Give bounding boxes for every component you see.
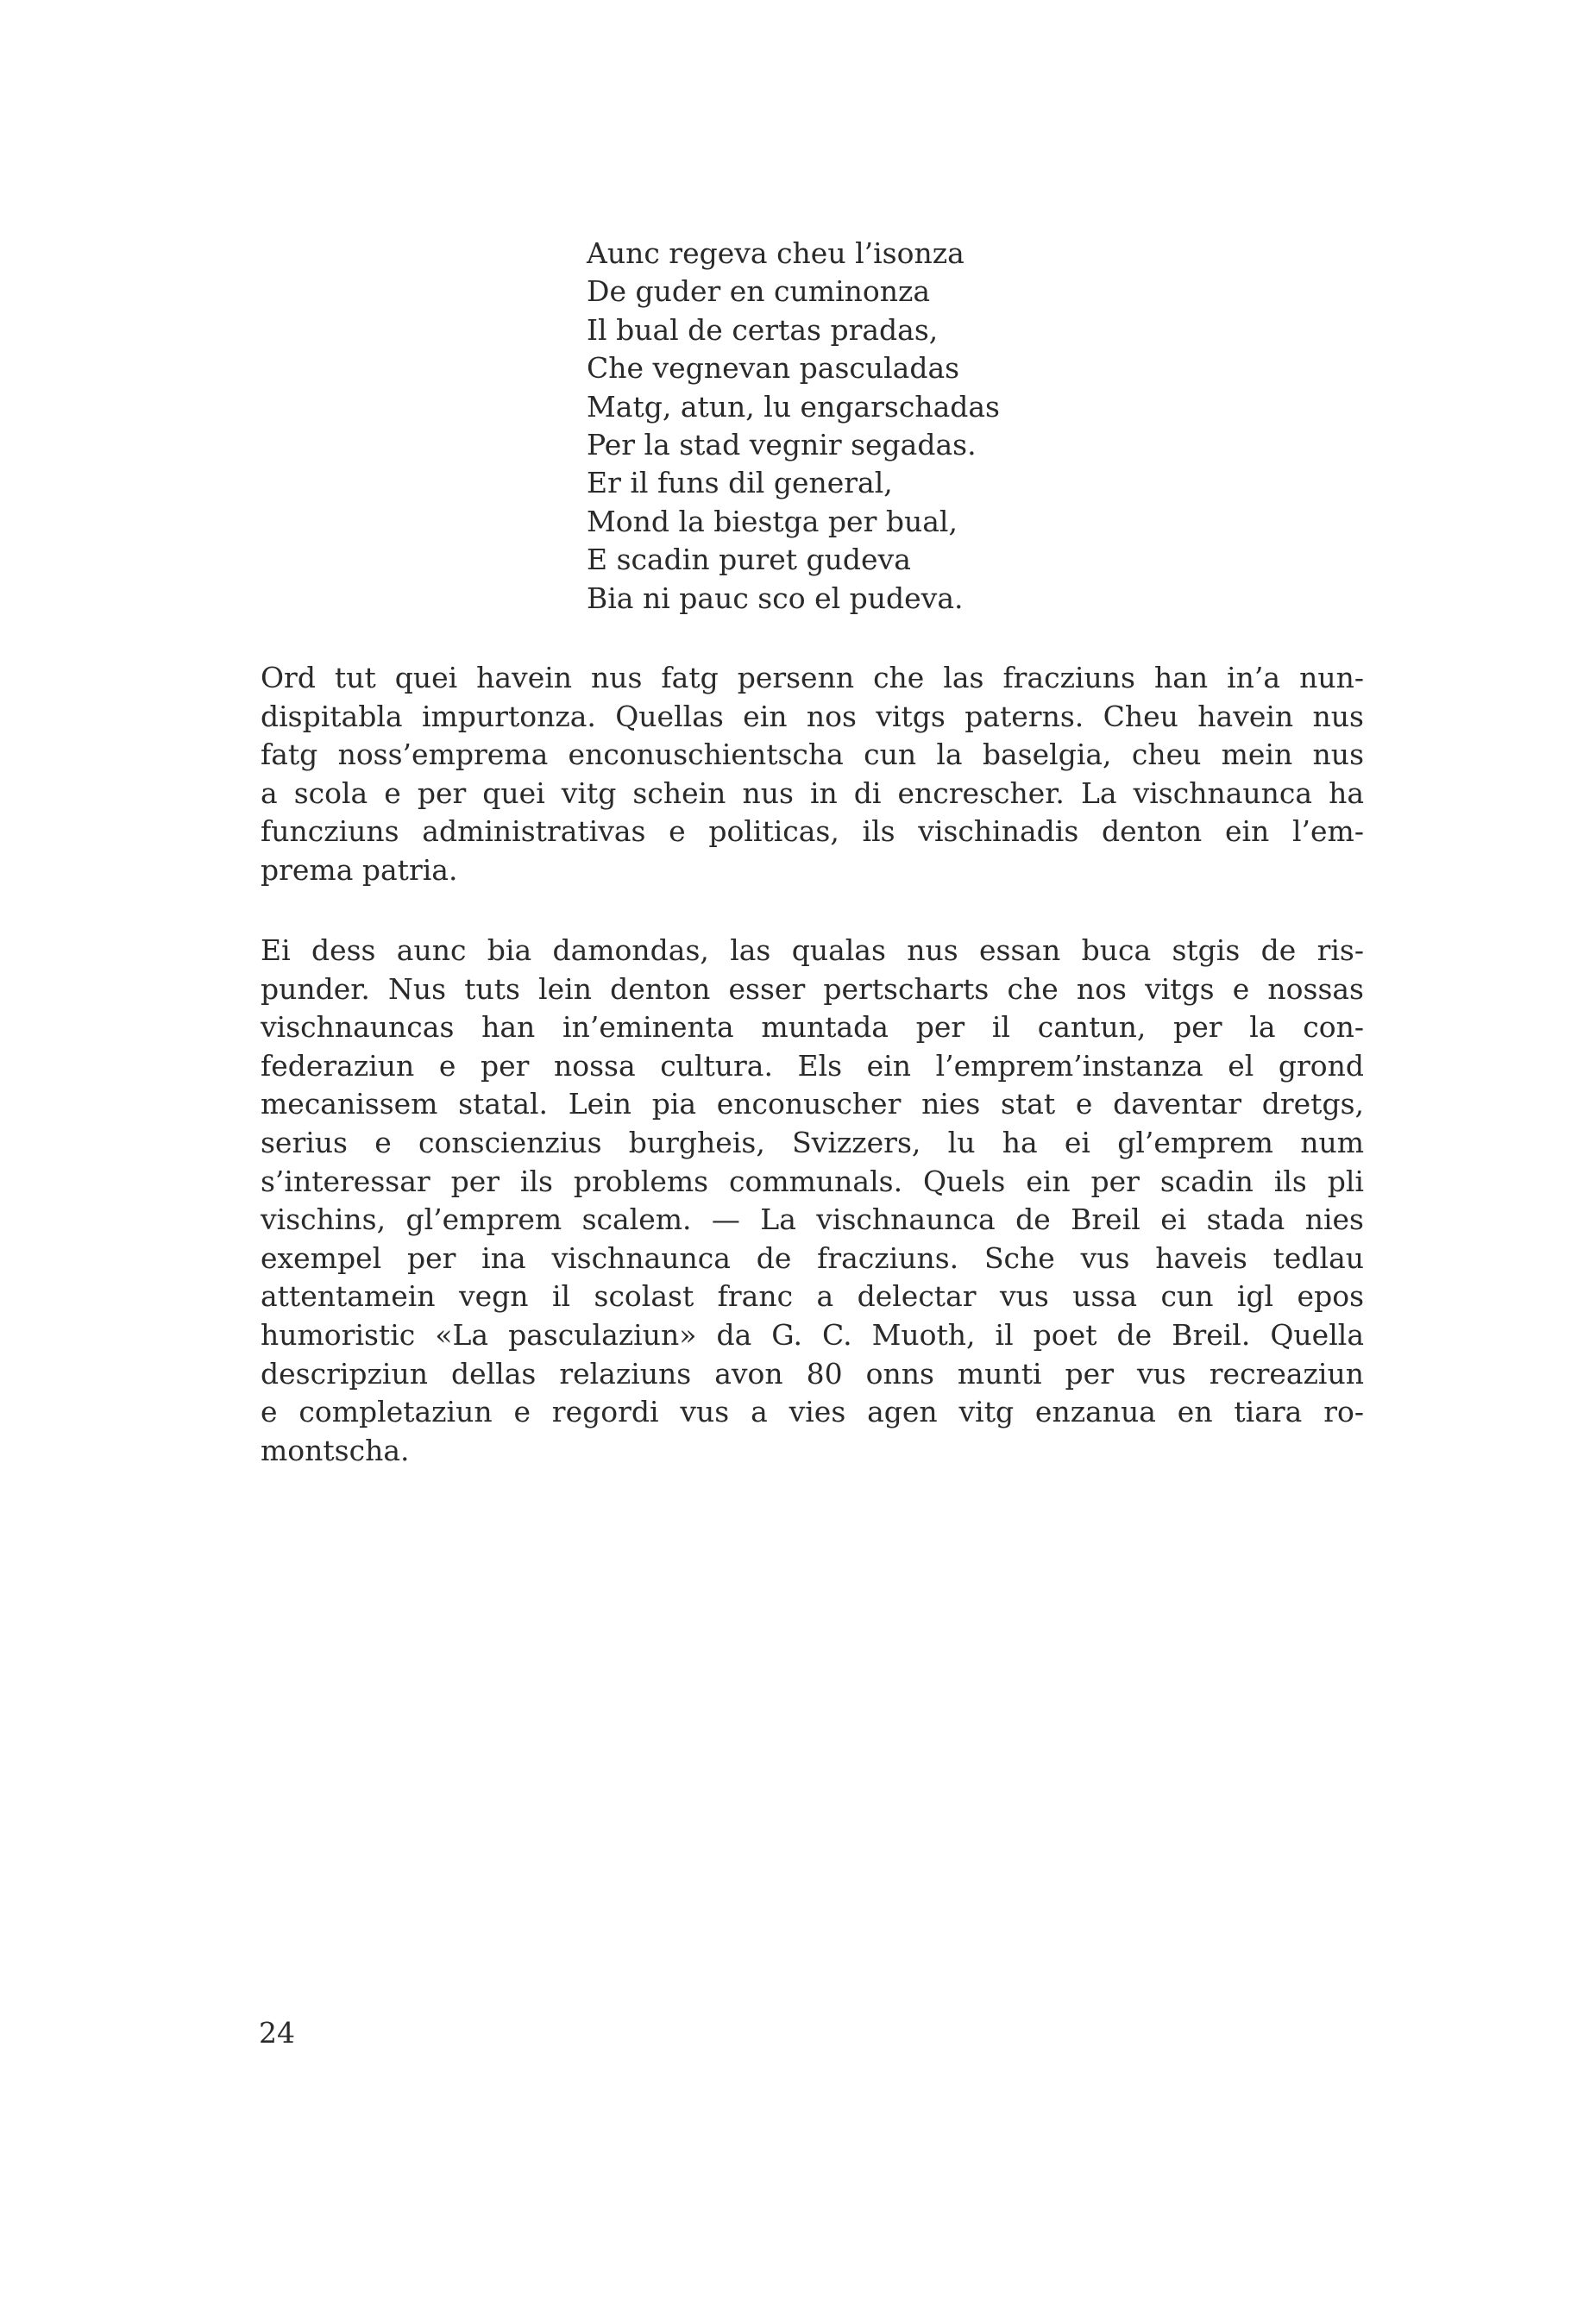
poem-line: Aunc regeva cheu l’isonza xyxy=(587,236,965,270)
paragraph-line: punder. Nus tuts lein denton esser pertscharts che nos vitgs e nossas xyxy=(261,971,1364,1006)
paragraph-line: attentamein vegn il scolast franc a delectar vus ussa cun igl epos xyxy=(261,1279,1364,1314)
paragraph-line: Ord tut quei havein nus fatg persenn che las fracziuns han in’a nun- xyxy=(261,661,1364,694)
paragraph-line: serius e conscienzius burgheis, Svizzers, lu ha ei gl’emprem num xyxy=(261,1125,1364,1159)
paragraph-line: s’interessar per ils problems communals. Quels ein per scadin ils pli xyxy=(261,1164,1364,1198)
paragraph-line: mecanissem statal. Lein pia enconuscher nies stat e daventar dretgs, xyxy=(261,1087,1364,1121)
paragraph-line: federaziun e per nossa cultura. Els ein l’emprem’instanza el grond xyxy=(261,1048,1364,1083)
poem-line: Il bual de certas pradas, xyxy=(587,312,939,347)
paragraph-line: humoristic «La pasculaziun» da G. C. Muoth, il poet de Breil. Quella xyxy=(261,1317,1364,1352)
poem-line: Bia ni pauc sco el pudeva. xyxy=(587,581,964,615)
poem-line: Che vegnevan pasculadas xyxy=(587,351,960,386)
poem-line: E scadin puret gudeva xyxy=(587,543,911,577)
poem-line: Per la stad vegnir segadas. xyxy=(587,428,977,462)
paragraph-line: a scola e per quei vitg schein nus in di encrescher. La vischnaunca ha xyxy=(261,775,1364,810)
poem-line: Er il funs dil general, xyxy=(587,466,893,500)
body-paragraph xyxy=(261,659,1364,890)
paragraph-line: e completaziun e regordi vus a vies agen vitg enzanua en tiara ro- xyxy=(261,1395,1364,1429)
poem-line: Mond la biestga per bual, xyxy=(587,504,958,538)
paragraph-line: funcziuns administrativas e politicas, ils vischinadis denton ein l’em- xyxy=(261,814,1364,849)
poem-stanza xyxy=(587,235,1191,618)
paragraph-line: montscha. xyxy=(261,1433,410,1467)
page-number: 24 xyxy=(259,2016,295,2050)
paragraph-line: descripziun dellas relaziuns avon 80 onns munti per vus recreaziun xyxy=(261,1356,1364,1391)
paragraph-line: prema patria. xyxy=(261,852,458,887)
paragraph-line: Ei dess aunc bia damondas, las qualas nus essan buca stgis de ris- xyxy=(261,933,1364,967)
body-paragraph xyxy=(261,932,1364,1470)
paragraph-line: vischnauncas han in’eminenta muntada per il cantun, per la con- xyxy=(261,1010,1364,1045)
paragraph-line: fatg noss’emprema enconuschientscha cun la baselgia, cheu mein nus xyxy=(261,738,1364,772)
poem-line: De guder en cuminonza xyxy=(587,274,931,309)
paragraph-line: dispitabla impurtonza. Quellas ein nos vitgs paterns. Cheu havein nus xyxy=(261,699,1364,733)
poem-line: Matg, atun, lu engarschadas xyxy=(587,389,1000,424)
paragraph-line: vischins, gl’emprem scalem. — La vischnaunca de Breil ei stada nies xyxy=(261,1202,1364,1237)
paragraph-line: exempel per ina vischnaunca de fracziuns. Sche vus haveis tedlau xyxy=(261,1240,1364,1275)
